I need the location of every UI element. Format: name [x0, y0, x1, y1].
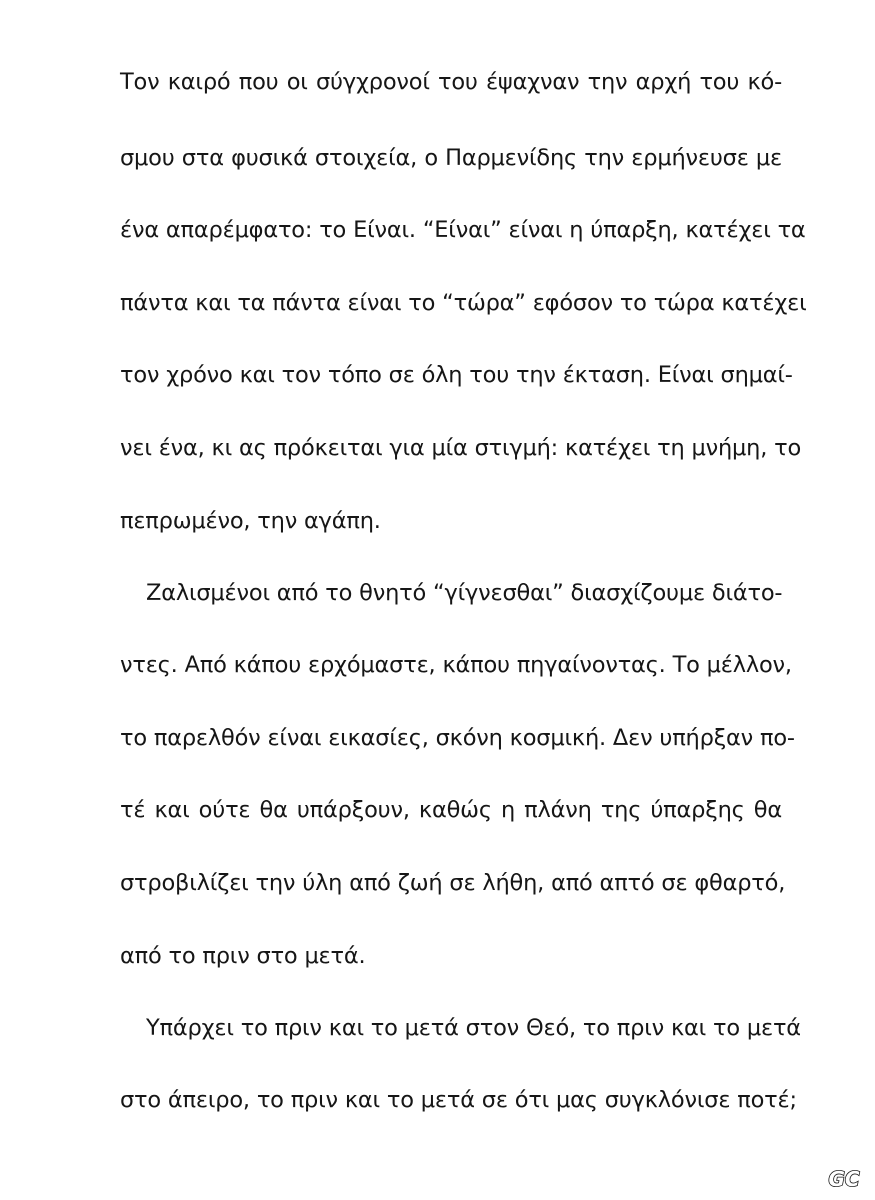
text-line: ένα απαρέμφατο: το Είναι. “Είναι” είναι η ύπαρξη, κατέχει τα — [120, 217, 806, 243]
text-line: το παρελθόν είναι εικασίες, σκόνη κοσμική. Δεν υπήρξαν πο- — [120, 725, 795, 751]
text-line: σμου στα φυσικά στοιχεία, ο Παρμενίδης την ερμήνευσε με — [120, 145, 782, 171]
text-line: στροβιλίζει την ύλη από ζωή σε λήθη, από απτό σε φθαρτό, — [120, 870, 786, 896]
text-line: πεπρωμένο, την αγάπη. — [120, 508, 381, 534]
text-line: νει ένα, κι ας πρόκειται για μία στιγμή: κατέχει τη μνήμη, το — [120, 435, 802, 461]
gc-logo — [824, 1168, 864, 1190]
text-line: από το πριν στο μετά. — [120, 943, 366, 969]
text-line: τέ και ούτε θα υπάρξουν, καθώς η πλάνη της ύπαρξης θα — [120, 797, 782, 823]
text-line: Υπάρχει το πριν και το μετά στον Θεό, το πριν και το μετά — [146, 1015, 801, 1041]
text-line: Ζαλισμένοι από το θνητό “γίγνεσθαι” διασχίζουμε διάτο- — [146, 580, 783, 606]
text-line: πάντα και τα πάντα είναι το “τώρα” εφόσον το τώρα κατέχει — [120, 290, 807, 316]
text-line: στο άπειρο, το πριν και το μετά σε ότι μας συγκλόνισε ποτέ; — [120, 1087, 797, 1113]
text-line: ντες. Από κάπου ερχόμαστε, κάπου πηγαίνοντας. Το μέλλον, — [120, 652, 792, 678]
text-line: τον χρόνο και τον τόπο σε όλη του την έκταση. Είναι σημαί- — [120, 362, 793, 388]
gc-logo-text: GC — [828, 1168, 860, 1190]
text-line: Τον καιρό που οι σύγχρονοί του έψαχναν την αρχή του κό- — [120, 69, 782, 95]
